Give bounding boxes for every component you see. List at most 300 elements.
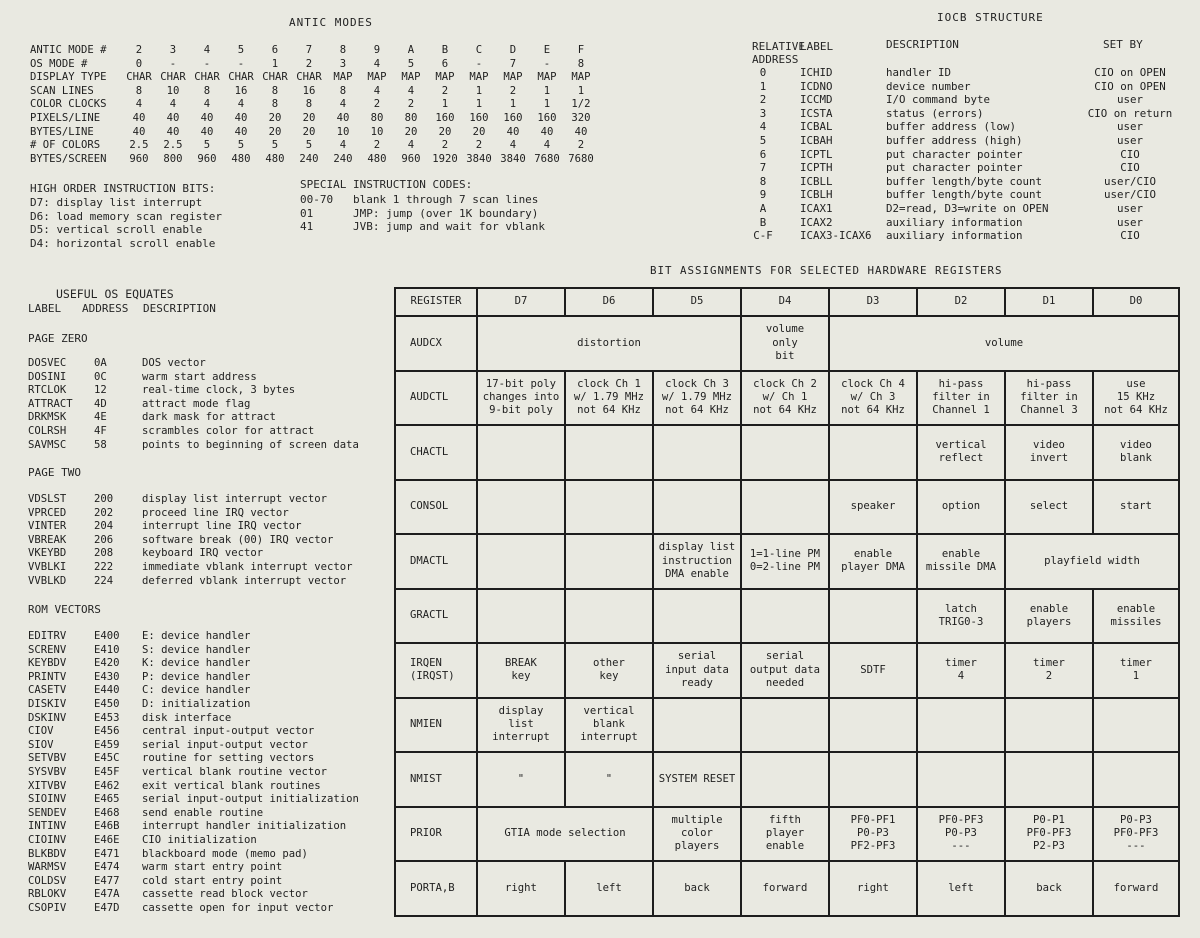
register-bit-cell — [1005, 698, 1093, 753]
iocb-address: 3 — [759, 106, 767, 120]
antic-cell: 4 — [407, 139, 415, 152]
antic-cell: MAP — [333, 71, 353, 84]
register-bit-cell: vertical reflect — [917, 425, 1005, 480]
equate-description: points to beginning of screen data — [142, 438, 359, 451]
equate-row — [28, 766, 359, 780]
equate-label: CIOV — [28, 725, 54, 738]
equate-description: vertical blank routine vector — [142, 765, 327, 778]
equate-description: S: device handler — [142, 643, 251, 656]
antic-cell: 1 — [577, 84, 585, 97]
antic-cell: 40 — [166, 112, 180, 124]
equate-label: RBLOKV — [28, 888, 67, 901]
antic-cell: CHAR — [126, 71, 152, 84]
register-bit-cell — [829, 425, 917, 480]
equate-row — [28, 807, 359, 821]
equate-description: cold start entry point — [142, 874, 283, 887]
register-row — [395, 425, 1179, 480]
antic-cell: 3840 — [466, 152, 492, 165]
antic-row-label: ANTIC MODE # — [30, 44, 107, 56]
antic-cell: 2 — [407, 98, 415, 111]
register-name: PRIOR — [395, 807, 477, 862]
antic-cell: 5 — [407, 57, 415, 70]
equate-row — [28, 725, 359, 739]
equate-address: E47A — [94, 888, 120, 901]
antic-cell: MAP — [367, 71, 387, 84]
antic-cell: 960 — [401, 152, 421, 165]
equate-row — [28, 780, 359, 794]
iocb-address: 9 — [759, 188, 767, 202]
equate-row — [28, 398, 359, 412]
equate-label: COLRSH — [28, 424, 67, 437]
equate-label: VBREAK — [28, 533, 67, 546]
equate-address: 202 — [94, 506, 114, 519]
antic-cell: 1 — [475, 84, 483, 97]
iocb-description: put character pointer — [886, 147, 1023, 161]
antic-row — [122, 126, 598, 140]
iocb-address: 5 — [759, 133, 767, 147]
antic-cell: 8 — [135, 84, 143, 97]
antic-cell: MAP — [537, 71, 557, 84]
antic-cell: 20 — [268, 112, 282, 124]
equate-label: DSKINV — [28, 711, 67, 724]
antic-cell: 5 — [237, 139, 245, 152]
register-bit-cell — [741, 425, 829, 480]
iocb-description: buffer length/byte count — [886, 188, 1043, 202]
equate-row — [28, 439, 359, 453]
bit-header: D7 — [477, 288, 565, 316]
register-bit-cell: back — [1005, 861, 1093, 916]
equate-description: disk interface — [142, 711, 232, 724]
equate-description: cassette read block vector — [142, 888, 308, 901]
equate-label: VDSLST — [28, 493, 67, 505]
equate-row — [28, 507, 352, 521]
iocb-setby: user — [1116, 201, 1143, 215]
iocb-header-address: RELATIVE — [752, 40, 805, 53]
antic-cell: 10 — [336, 125, 350, 138]
iocb-address: A — [759, 201, 767, 215]
antic-cell: 1/2 — [571, 98, 591, 111]
equate-description: DOS vector — [142, 357, 206, 369]
equate-label: VPRCED — [28, 506, 67, 519]
register-bit-cell: 17-bit poly changes into 9-bit poly — [477, 371, 565, 426]
iocb-addresses — [740, 66, 786, 243]
antic-cell: MAP — [435, 71, 455, 84]
antic-cell: B — [441, 44, 449, 56]
antic-cell: 16 — [302, 84, 316, 97]
antic-cell: CHAR — [296, 71, 322, 84]
antic-cell: A — [407, 44, 415, 56]
equate-description: send enable routine — [142, 806, 264, 819]
page-zero-title: PAGE ZERO — [28, 332, 88, 345]
antic-cell: - — [169, 57, 177, 70]
equate-label: WARMSV — [28, 861, 67, 874]
antic-cell: 4 — [543, 139, 551, 152]
register-bit-cell: clock Ch 4 w/ Ch 3 not 64 KHz — [829, 371, 917, 426]
antic-cell: 40 — [540, 125, 554, 138]
register-header-row — [395, 288, 1179, 316]
register-bit-cell: enable missile DMA — [917, 534, 1005, 589]
equate-description: attract mode flag — [142, 397, 251, 410]
special-code-desc: JVB: jump and wait for vblank — [353, 220, 546, 234]
equate-label: DRKMSK — [28, 411, 67, 424]
equate-row — [28, 752, 359, 766]
register-row — [395, 807, 1179, 862]
equate-row — [28, 520, 352, 534]
register-bit-cell: forward — [1093, 861, 1179, 916]
equate-label: BLKBDV — [28, 847, 67, 860]
antic-cell: 20 — [438, 125, 452, 138]
equate-label: COLDSV — [28, 874, 67, 887]
iocb-description: auxiliary information — [886, 229, 1023, 243]
antic-cell: 10 — [370, 125, 384, 138]
equate-address: 12 — [94, 384, 107, 397]
antic-cell: 7 — [509, 57, 517, 70]
antic-cell: 80 — [404, 112, 418, 124]
equate-address: 204 — [94, 520, 114, 533]
equate-label: SIOV — [28, 738, 54, 751]
antic-cell: 40 — [132, 112, 146, 124]
register-bit-cell — [829, 698, 917, 753]
equate-address: 0A — [94, 357, 107, 369]
antic-cell: CHAR — [228, 71, 254, 84]
register-bit-cell — [565, 425, 653, 480]
antic-cell: 5 — [271, 139, 279, 152]
register-name: PORTA,B — [395, 861, 477, 916]
antic-row-label: # OF COLORS — [30, 139, 101, 152]
register-name: IRQEN (IRQST) — [395, 643, 477, 698]
register-row — [395, 861, 1179, 916]
iocb-header-setby: SET BY — [1103, 38, 1143, 51]
equate-label: VKEYBD — [28, 547, 67, 560]
register-row — [395, 534, 1179, 589]
equates-header-description: DESCRIPTION — [143, 302, 216, 315]
register-bit-cell: enable players — [1005, 589, 1093, 644]
register-row — [395, 698, 1179, 753]
register-name: CHACTL — [395, 425, 477, 480]
iocb-description: status (errors) — [886, 106, 984, 120]
antic-row-label: OS MODE # — [30, 57, 88, 70]
iocb-description: buffer address (high) — [886, 133, 1023, 147]
equate-description: deferred vblank interrupt vector — [142, 574, 347, 587]
register-bit-cell: PF0-PF1 P0-P3 PF2-PF3 — [829, 807, 917, 862]
antic-cell: 7680 — [568, 152, 594, 165]
equate-label: KEYBDV — [28, 657, 67, 670]
equate-row — [28, 534, 352, 548]
antic-cell: 4 — [169, 98, 177, 111]
antic-row-label: PIXELS/LINE — [30, 111, 101, 124]
bit-header: D2 — [917, 288, 1005, 316]
iocb-setby: user — [1116, 93, 1143, 107]
iocb-label: ICBLL — [800, 174, 833, 188]
equate-address: E420 — [94, 657, 120, 670]
equate-row — [28, 820, 359, 834]
equate-label: EDITRV — [28, 630, 67, 642]
equate-description: interrupt handler initialization — [142, 820, 347, 833]
antic-row — [122, 44, 598, 58]
register-bit-cell: select — [1005, 480, 1093, 535]
antic-cell: 20 — [302, 112, 316, 124]
equate-description: serial input-output initialization — [142, 793, 359, 806]
antic-cell: 4 — [237, 98, 245, 111]
antic-cell: 8 — [339, 44, 347, 56]
iocb-setby: CIO — [1120, 161, 1140, 175]
register-bit-cell: playfield width — [1005, 534, 1179, 589]
iocb-label: ICBAH — [800, 133, 833, 147]
register-bit-cell: speaker — [829, 480, 917, 535]
special-code: 00-70 — [300, 193, 334, 206]
register-bit-cell: video invert — [1005, 425, 1093, 480]
antic-cell: 2.5 — [163, 139, 183, 152]
special-code: 41 — [300, 220, 314, 234]
equate-row — [28, 684, 359, 698]
rom-vectors-title: ROM VECTORS — [28, 603, 101, 616]
registers-title: BIT ASSIGNMENTS FOR SELECTED HARDWARE REGISTERS — [650, 264, 1003, 277]
equate-address: E462 — [94, 779, 120, 792]
register-bit-cell: serial output data needed — [741, 643, 829, 698]
register-bit-cell: volume only bit — [741, 316, 829, 371]
antic-cell: F — [577, 44, 585, 56]
antic-cell: 2 — [577, 139, 585, 152]
equate-label: RTCLOK — [28, 384, 67, 397]
special-code-desc: JMP: jump (over 1K boundary) — [353, 206, 539, 220]
equate-description: central input-output vector — [142, 725, 315, 738]
register-bit-cell — [741, 480, 829, 535]
antic-cell: 20 — [268, 125, 282, 138]
high-order-title: HIGH ORDER INSTRUCTION BITS: — [30, 182, 216, 195]
equate-label: DOSINI — [28, 370, 67, 383]
equate-row — [28, 671, 359, 685]
equate-address: E453 — [94, 711, 120, 724]
register-name: AUDCX — [395, 316, 477, 371]
antic-cell: 4 — [203, 98, 211, 111]
register-bit-cell: other key — [565, 643, 653, 698]
iocb-header-description: DESCRIPTION — [886, 38, 959, 51]
antic-cell: 1 — [475, 98, 483, 111]
register-bit-cell: use 15 KHz not 64 KHz — [1093, 371, 1179, 426]
equate-label: CIOINV — [28, 833, 67, 846]
register-bit-cell — [565, 480, 653, 535]
iocb-label: ICSTA — [800, 106, 833, 120]
antic-cell: 8 — [203, 84, 211, 97]
register-bit-cell: display list interrupt — [477, 698, 565, 753]
equate-address: E47D — [94, 901, 120, 914]
iocb-address: 6 — [759, 147, 767, 161]
iocb-setby: CIO — [1120, 147, 1140, 161]
register-bit-cell: forward — [741, 861, 829, 916]
register-bit-cell: enable missiles — [1093, 589, 1179, 644]
iocb-label: ICHID — [800, 66, 833, 79]
iocb-address: 8 — [759, 174, 767, 188]
register-bit-cell — [477, 480, 565, 535]
high-order-bit: D6: load memory scan register — [30, 209, 223, 223]
iocb-header-label: LABEL — [800, 40, 834, 53]
iocb-descriptions — [886, 66, 1049, 243]
antic-cell: - — [203, 57, 211, 70]
register-row — [395, 643, 1179, 698]
antic-cell: 8 — [271, 84, 279, 97]
antic-cell: 1 — [543, 98, 551, 111]
antic-cell: 40 — [132, 125, 146, 138]
iocb-setby: CIO on OPEN — [1094, 66, 1166, 79]
iocb-description: D2=read, D3=write on OPEN — [886, 201, 1049, 215]
register-name: NMIEN — [395, 698, 477, 753]
register-bit-cell — [829, 752, 917, 807]
register-bit-cell: latch TRIG0-3 — [917, 589, 1005, 644]
equate-row — [28, 875, 359, 889]
equate-address: E400 — [94, 630, 120, 642]
register-row — [395, 480, 1179, 535]
special-code-desc: blank 1 through 7 scan lines — [353, 193, 539, 206]
register-bit-cell — [917, 698, 1005, 753]
equate-row — [28, 861, 359, 875]
antic-cell: 9 — [373, 44, 381, 56]
antic-cell: 1920 — [432, 152, 458, 165]
iocb-setby: user/CIO — [1103, 174, 1156, 188]
register-bit-cell: clock Ch 2 w/ Ch 1 not 64 KHz — [741, 371, 829, 426]
register-header: REGISTER — [395, 288, 477, 316]
bit-header: D0 — [1093, 288, 1179, 316]
antic-cell: 4 — [509, 139, 517, 152]
register-bit-cell: option — [917, 480, 1005, 535]
iocb-label: ICPTH — [800, 161, 833, 175]
bit-header: D1 — [1005, 288, 1093, 316]
equate-address: E410 — [94, 643, 120, 656]
equate-description: warm start entry point — [142, 861, 283, 874]
register-bit-cell: BREAK key — [477, 643, 565, 698]
antic-cell: 800 — [163, 152, 183, 165]
antic-cell: 40 — [336, 112, 350, 124]
iocb-description: I/O command byte — [886, 93, 991, 107]
antic-row — [122, 71, 598, 85]
iocb-setby: CIO on OPEN — [1094, 79, 1166, 93]
register-bit-cell — [653, 698, 741, 753]
equate-description: routine for setting vectors — [142, 752, 315, 765]
antic-row — [122, 85, 598, 99]
equate-row — [28, 739, 359, 753]
antic-cell: 1 — [509, 98, 517, 111]
equate-description: blackboard mode (memo pad) — [142, 847, 308, 860]
equate-row — [28, 425, 359, 439]
antic-cell: 20 — [472, 125, 486, 138]
equate-description: display list interrupt vector — [142, 493, 327, 505]
antic-cell: - — [475, 57, 483, 70]
equate-row — [28, 848, 359, 862]
antic-row-label: COLOR CLOCKS — [30, 98, 107, 111]
antic-cell: 3 — [169, 44, 177, 56]
iocb-label: ICPTL — [800, 147, 833, 161]
antic-row — [122, 112, 598, 126]
equate-address: E465 — [94, 793, 120, 806]
bit-header: D3 — [829, 288, 917, 316]
equate-label: XITVBV — [28, 779, 67, 792]
antic-cell: 8 — [339, 84, 347, 97]
antic-cell: 2 — [305, 57, 313, 70]
bit-header: D4 — [741, 288, 829, 316]
antic-cell: 160 — [469, 112, 489, 124]
antic-cell: 7 — [305, 44, 313, 56]
equate-address: 4D — [94, 397, 107, 410]
iocb-label: ICBLH — [800, 188, 833, 202]
iocb-address: 1 — [759, 79, 767, 93]
antic-cell: CHAR — [160, 71, 186, 84]
antic-cell: 4 — [339, 98, 347, 111]
antic-cell: 20 — [302, 125, 316, 138]
antic-cell: 960 — [129, 152, 149, 165]
iocb-description: buffer length/byte count — [886, 174, 1043, 188]
iocb-setby: user/CIO — [1103, 188, 1156, 202]
equate-label: SAVMSC — [28, 438, 67, 451]
antic-cell: 40 — [506, 125, 520, 138]
equate-address: E45C — [94, 752, 120, 765]
iocb-label: ICDNO — [800, 79, 833, 93]
equate-row — [28, 575, 352, 589]
equate-row — [28, 902, 359, 916]
register-row — [395, 316, 1179, 371]
register-bit-cell: fifth player enable — [741, 807, 829, 862]
register-bit-cell: left — [565, 861, 653, 916]
antic-cell: 2 — [441, 139, 449, 152]
antic-cell: 7680 — [534, 152, 560, 165]
antic-cell: 1 — [271, 57, 279, 70]
equate-address: 58 — [94, 438, 107, 451]
antic-cell: 4 — [135, 98, 143, 111]
equate-address: 208 — [94, 547, 114, 560]
iocb-address: B — [759, 215, 767, 229]
iocb-label: ICAX2 — [800, 215, 833, 229]
register-bit-cell: right — [829, 861, 917, 916]
equate-description: warm start address — [142, 370, 257, 383]
antic-cell: 10 — [166, 84, 180, 97]
iocb-header-address2: ADDRESS — [752, 53, 799, 66]
antic-cell: 0 — [135, 57, 143, 70]
equate-description: CIO initialization — [142, 833, 257, 846]
register-bit-cell — [477, 425, 565, 480]
iocb-description: device number — [886, 79, 971, 93]
high-order-bit: D5: vertical scroll enable — [30, 223, 203, 237]
antic-row-label: BYTES/SCREEN — [30, 152, 107, 165]
antic-cell: 8 — [577, 57, 585, 70]
register-bit-cell: SDTF — [829, 643, 917, 698]
register-bit-cell: clock Ch 1 w/ 1.79 MHz not 64 KHz — [565, 371, 653, 426]
antic-row-label: SCAN LINES — [30, 84, 94, 97]
equate-address: E450 — [94, 697, 120, 710]
antic-cell: 2.5 — [129, 139, 149, 152]
antic-cell: 320 — [571, 112, 591, 124]
equate-row — [28, 657, 359, 671]
register-row — [395, 589, 1179, 644]
register-bit-cell: P0-P3 PF0-PF3 --- — [1093, 807, 1179, 862]
iocb-setby: user — [1116, 120, 1143, 134]
antic-cell: 3 — [339, 57, 347, 70]
equate-label: CASETV — [28, 684, 67, 697]
register-bit-cell: timer 1 — [1093, 643, 1179, 698]
antic-cell: 20 — [404, 125, 418, 138]
register-row — [395, 371, 1179, 426]
equate-address: E430 — [94, 670, 120, 683]
register-bit-cell — [917, 752, 1005, 807]
iocb-description: handler ID — [886, 66, 952, 79]
equate-description: exit vertical blank routines — [142, 779, 321, 792]
register-bit-cell: enable player DMA — [829, 534, 917, 589]
register-bit-cell — [741, 698, 829, 753]
equate-row — [28, 834, 359, 848]
antic-cell: 2 — [373, 98, 381, 111]
antic-cell: MAP — [469, 71, 489, 84]
antic-row — [122, 98, 598, 112]
equate-label: INTINV — [28, 820, 67, 833]
antic-row — [122, 139, 598, 153]
register-bit-cell — [741, 752, 829, 807]
